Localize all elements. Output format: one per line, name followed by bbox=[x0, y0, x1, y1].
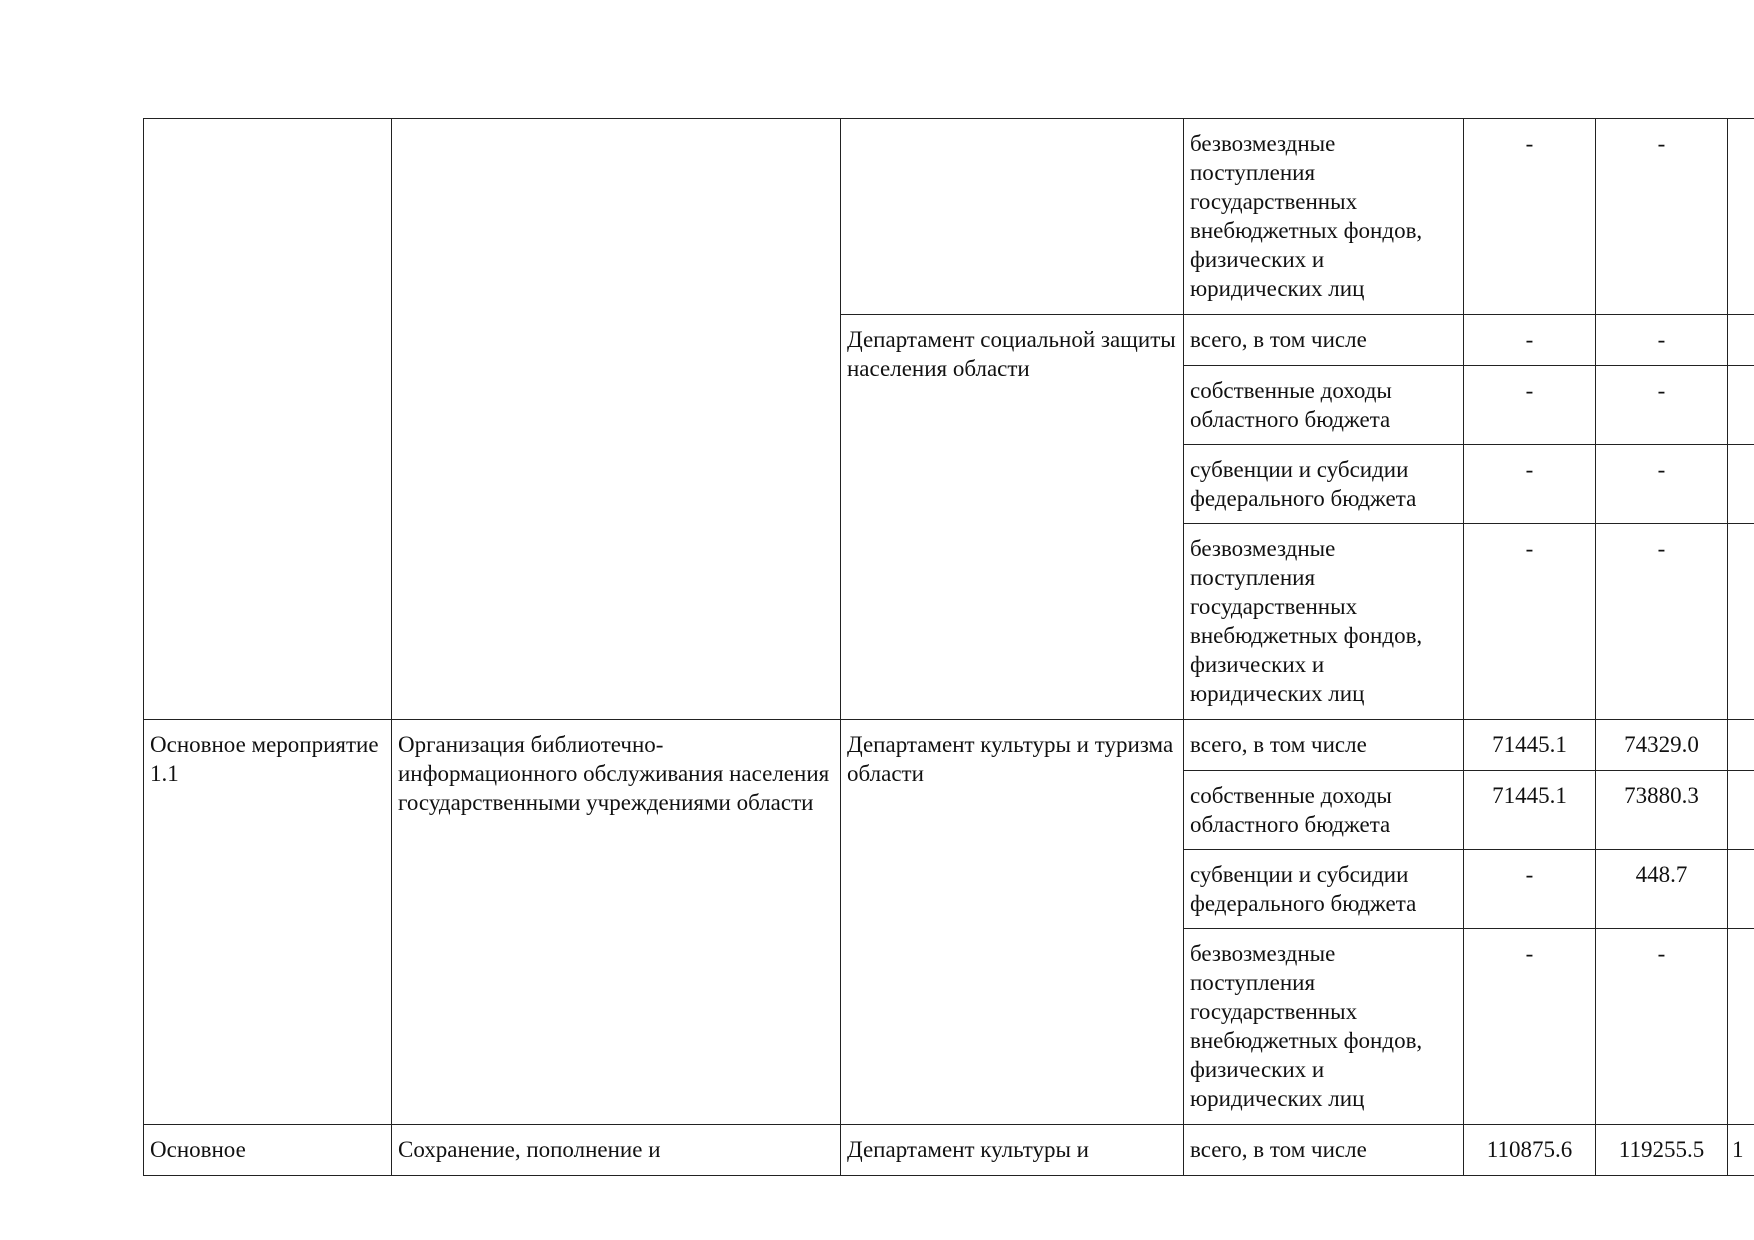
value-cell bbox=[1728, 929, 1754, 1125]
measure-cell: Основное мероприятие 1.1 bbox=[144, 720, 392, 1125]
value-cell: - bbox=[1464, 850, 1596, 929]
executor-cell: Департамент социальной защиты населения области bbox=[841, 315, 1184, 720]
value-cell: - bbox=[1464, 445, 1596, 524]
value-cell bbox=[1728, 445, 1754, 524]
value-cell: - bbox=[1464, 524, 1596, 720]
value-cell bbox=[1728, 315, 1754, 366]
measure-cell: Основное bbox=[144, 1125, 392, 1176]
value-cell: 110875.6 bbox=[1464, 1125, 1596, 1176]
source-cell: всего, в том числе bbox=[1184, 315, 1464, 366]
table-row bbox=[144, 1125, 1754, 1176]
source-cell: собственные доходы областного бюджета bbox=[1184, 366, 1464, 445]
value-cell: - bbox=[1464, 119, 1596, 315]
source-cell: субвенции и субсидии федерального бюджета bbox=[1184, 445, 1464, 524]
value-cell bbox=[1728, 366, 1754, 445]
value-cell: 119255.5 bbox=[1596, 1125, 1728, 1176]
value-cell bbox=[1728, 524, 1754, 720]
value-cell bbox=[1728, 119, 1754, 315]
budget-table bbox=[143, 118, 1754, 1176]
value-cell: - bbox=[1596, 366, 1728, 445]
value-cell: - bbox=[1596, 524, 1728, 720]
value-cell: - bbox=[1464, 315, 1596, 366]
value-cell: - bbox=[1464, 929, 1596, 1125]
source-cell: безвозмездные поступления государственных внебюджетных фондов, физических и юридических лиц bbox=[1184, 119, 1464, 315]
title-cell: Сохранение, пополнение и bbox=[392, 1125, 841, 1176]
value-cell bbox=[1728, 771, 1754, 850]
value-cell: - bbox=[1596, 929, 1728, 1125]
value-cell bbox=[1728, 850, 1754, 929]
value-cell: - bbox=[1596, 119, 1728, 315]
source-cell: всего, в том числе bbox=[1184, 720, 1464, 771]
value-cell: 448.7 bbox=[1596, 850, 1728, 929]
measure-cell bbox=[144, 119, 392, 720]
value-cell: - bbox=[1464, 366, 1596, 445]
table-row bbox=[144, 119, 1754, 315]
value-cell: - bbox=[1596, 315, 1728, 366]
source-cell: всего, в том числе bbox=[1184, 1125, 1464, 1176]
executor-cell: Департамент культуры и bbox=[841, 1125, 1184, 1176]
source-cell: собственные доходы областного бюджета bbox=[1184, 771, 1464, 850]
source-cell: безвозмездные поступления государственных внебюджетных фондов, физических и юридических лиц bbox=[1184, 929, 1464, 1125]
executor-cell bbox=[841, 119, 1184, 315]
title-cell: Организация библиотечно-информационного обслуживания населения государственными учреждениями области bbox=[392, 720, 841, 1125]
source-cell: субвенции и субсидии федерального бюджета bbox=[1184, 850, 1464, 929]
value-cell: 73880.3 bbox=[1596, 771, 1728, 850]
value-cell: 71445.1 bbox=[1464, 771, 1596, 850]
source-cell: безвозмездные поступления государственных внебюджетных фондов, физических и юридических лиц bbox=[1184, 524, 1464, 720]
table-row bbox=[144, 720, 1754, 771]
value-cell bbox=[1728, 720, 1754, 771]
value-cell: 1 bbox=[1728, 1125, 1754, 1176]
value-cell: - bbox=[1596, 445, 1728, 524]
title-cell bbox=[392, 119, 841, 720]
executor-cell: Департамент культуры и туризма области bbox=[841, 720, 1184, 1125]
value-cell: 71445.1 bbox=[1464, 720, 1596, 771]
value-cell: 74329.0 bbox=[1596, 720, 1728, 771]
